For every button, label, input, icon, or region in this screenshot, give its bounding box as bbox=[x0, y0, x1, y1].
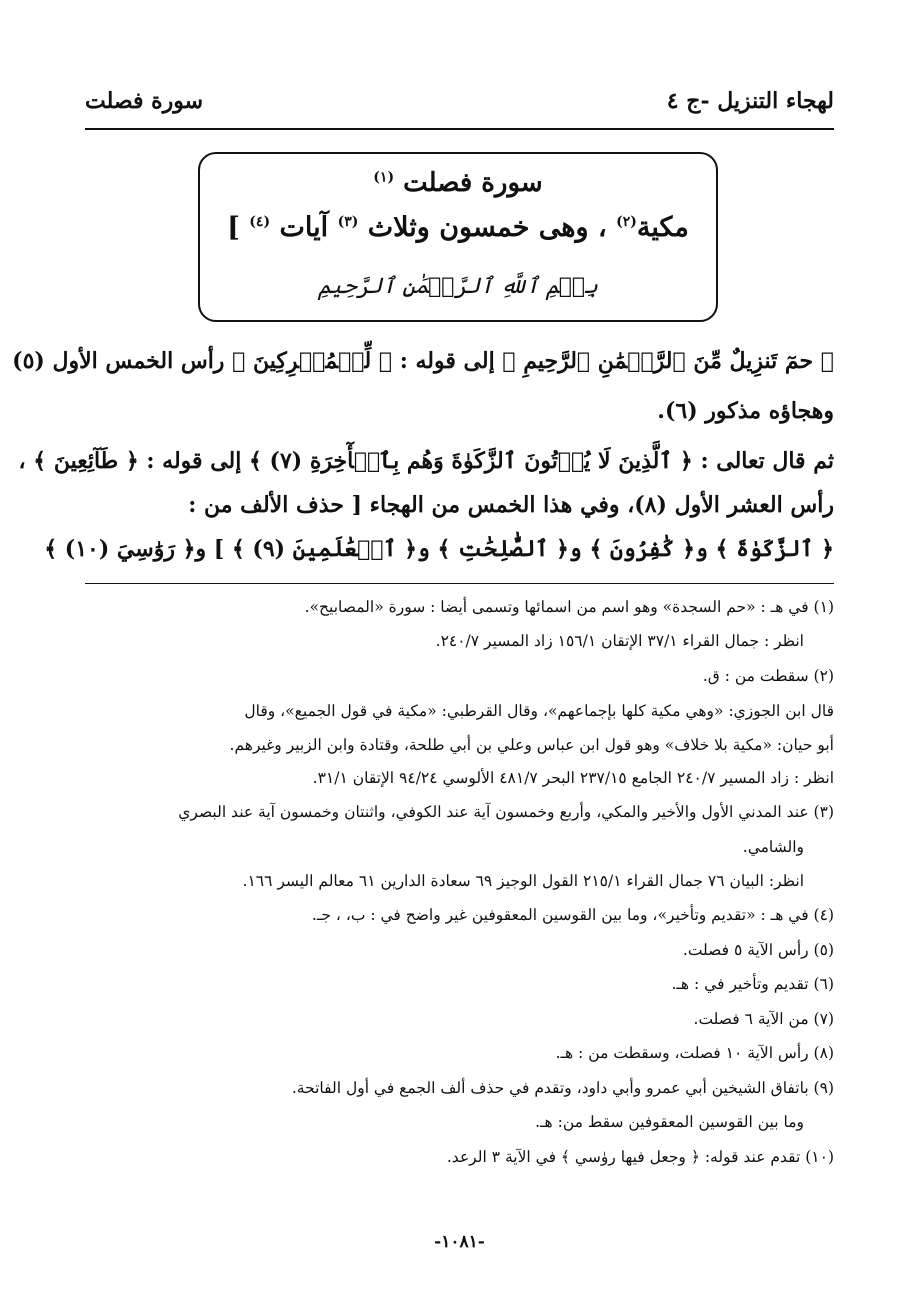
basmala: بِسۡمِ ٱللَّهِ ٱلرَّحۡمَٰنِ ٱلرَّحِيمِ bbox=[317, 274, 599, 299]
body-line: وهجاؤه مذكور (٦). bbox=[657, 398, 834, 424]
footnote-ref: (٤) bbox=[249, 214, 271, 230]
footnote-line: (١٠) تقدم عند قوله: ﴿ وجعل فيها روٰسي ﴾ في الآية ٣ الرعد. bbox=[446, 1148, 834, 1166]
body-line: ثم قال تعالى : ﴿ ٱلَّذِينَ لَا يُؤۡتُونَ ٱلزَّكَوٰةَ وَهُم بِٱلۡأٓخِرَةِ (٧) ﴾ إلى قوله : ﴿ طَآئِعِينَ ﴾ ، bbox=[18, 448, 834, 474]
surah-info-text: آيات bbox=[279, 212, 329, 243]
body-line: ﴿ حمٓ تَنزِيلٌ مِّنَ ٱلرَّحۡمَٰنِ ٱلرَّحِيمِ ﴾ إلى قوله : ﴿ لِّلۡمُشۡرِكِينَ ﴾ رأس الخمس الأول (٥) bbox=[12, 348, 834, 374]
footnote-ref: (١) bbox=[373, 169, 395, 186]
footnote-line: (٩) باتفاق الشيخين أبي عمرو وأبي داود، وتقدم في حذف ألف الجمع في أول الفاتحة. bbox=[291, 1079, 834, 1097]
surah-info-text: مكية bbox=[636, 212, 689, 243]
footnote-line: (٥) رأس الآية ٥ فصلت. bbox=[682, 941, 834, 959]
body-line: رأس العشر الأول (٨)، وفي هذا الخمس من الهجاء [ حذف الألف من : bbox=[188, 492, 834, 518]
footnote-line: (٦) تقديم وتأخير في : هـ. bbox=[671, 975, 834, 993]
surah-info bbox=[200, 212, 716, 243]
surah-title-text: سورة فصلت bbox=[403, 168, 543, 198]
surah-name-header: سورة فصلت bbox=[85, 88, 204, 114]
footnote-line: (١) في هـ : «حم السجدة» وهو اسم من اسمائها وتسمى أيضا : سورة «المصابيح». bbox=[304, 598, 834, 616]
footnote-line: (٧) من الآية ٦ فصلت. bbox=[693, 1010, 834, 1028]
header-divider bbox=[85, 128, 834, 130]
footnote-line: انظر : جمال القراء ٣٧/١ الإتقان ١٥٦/١ زاد المسير ٢٤٠/٧. bbox=[435, 632, 804, 650]
page-header bbox=[85, 88, 834, 124]
body-line: ﴿ ٱلزَّكَوٰةَ ﴾ و﴿ كَٰفِرُونَ ﴾ و﴿ ٱلصَّٰلِحَٰتِ ﴾ و﴿ ٱلۡعَٰلَمِينَ (٩) ﴾ ] و﴿ رَوَٰسِيَ (١٠) ﴾ bbox=[44, 536, 834, 562]
footnote-line: (٤) في هـ : «تقديم وتأخير»، وما بين القوسين المعقوفين غير واضح في : ب، ، جـ. bbox=[311, 906, 834, 924]
book-title-header: لهجاء التنزيل -ج ٤ bbox=[666, 88, 834, 114]
footnote-line: أبو حيان: «مكية بلا خلاف» وهو قول ابن عباس وعلي بن أبي طلحة، وقتادة وابن الزبير وغيرهم. bbox=[229, 736, 834, 754]
surah-info-text: ، وهى خمسون وثلاث bbox=[367, 212, 607, 243]
footnote-ref: (٣) bbox=[337, 214, 359, 230]
footnote-line: والشامي. bbox=[742, 838, 804, 856]
footnote-line: انظر: البيان ٧٦ جمال القراء ٢١٥/١ القول الوجيز ٦٩ سعادة الدارين ٦١ معالم اليسر ١٦٦. bbox=[242, 872, 804, 890]
footnote-line: انظر : زاد المسير ٢٤٠/٧ الجامع ٢٣٧/١٥ البحر ٤٨١/٧ الألوسي ٩٤/٢٤ الإتقان ٣١/١. bbox=[312, 769, 834, 787]
footnote-line: قال ابن الجوزي: «وهي مكية كلها بإجماعهم»، وقال القرطبي: «مكية في قول الجميع»، وقال bbox=[244, 702, 834, 720]
footnote-line: (٢) سقطت من : ق. bbox=[702, 667, 834, 685]
footnote-line: (٣) عند المدني الأول والأخير والمكي، وأربع وخمسون آية عند الكوفي، واثنتان وخمسون آية عند البصري bbox=[178, 803, 834, 821]
footnote-line: وما بين القوسين المعقوفين سقط من: هـ. bbox=[535, 1113, 804, 1131]
page-number: -١٠٨١- bbox=[434, 1232, 485, 1252]
footnote-divider bbox=[85, 583, 834, 584]
footnote-line: (٨) رأس الآية ١٠ فصلت، وسقطت من : هـ. bbox=[555, 1044, 834, 1062]
footnote-ref: (٢) bbox=[616, 214, 637, 230]
bracket: ] bbox=[227, 212, 240, 243]
surah-title-box bbox=[198, 152, 718, 322]
surah-title bbox=[200, 168, 716, 198]
